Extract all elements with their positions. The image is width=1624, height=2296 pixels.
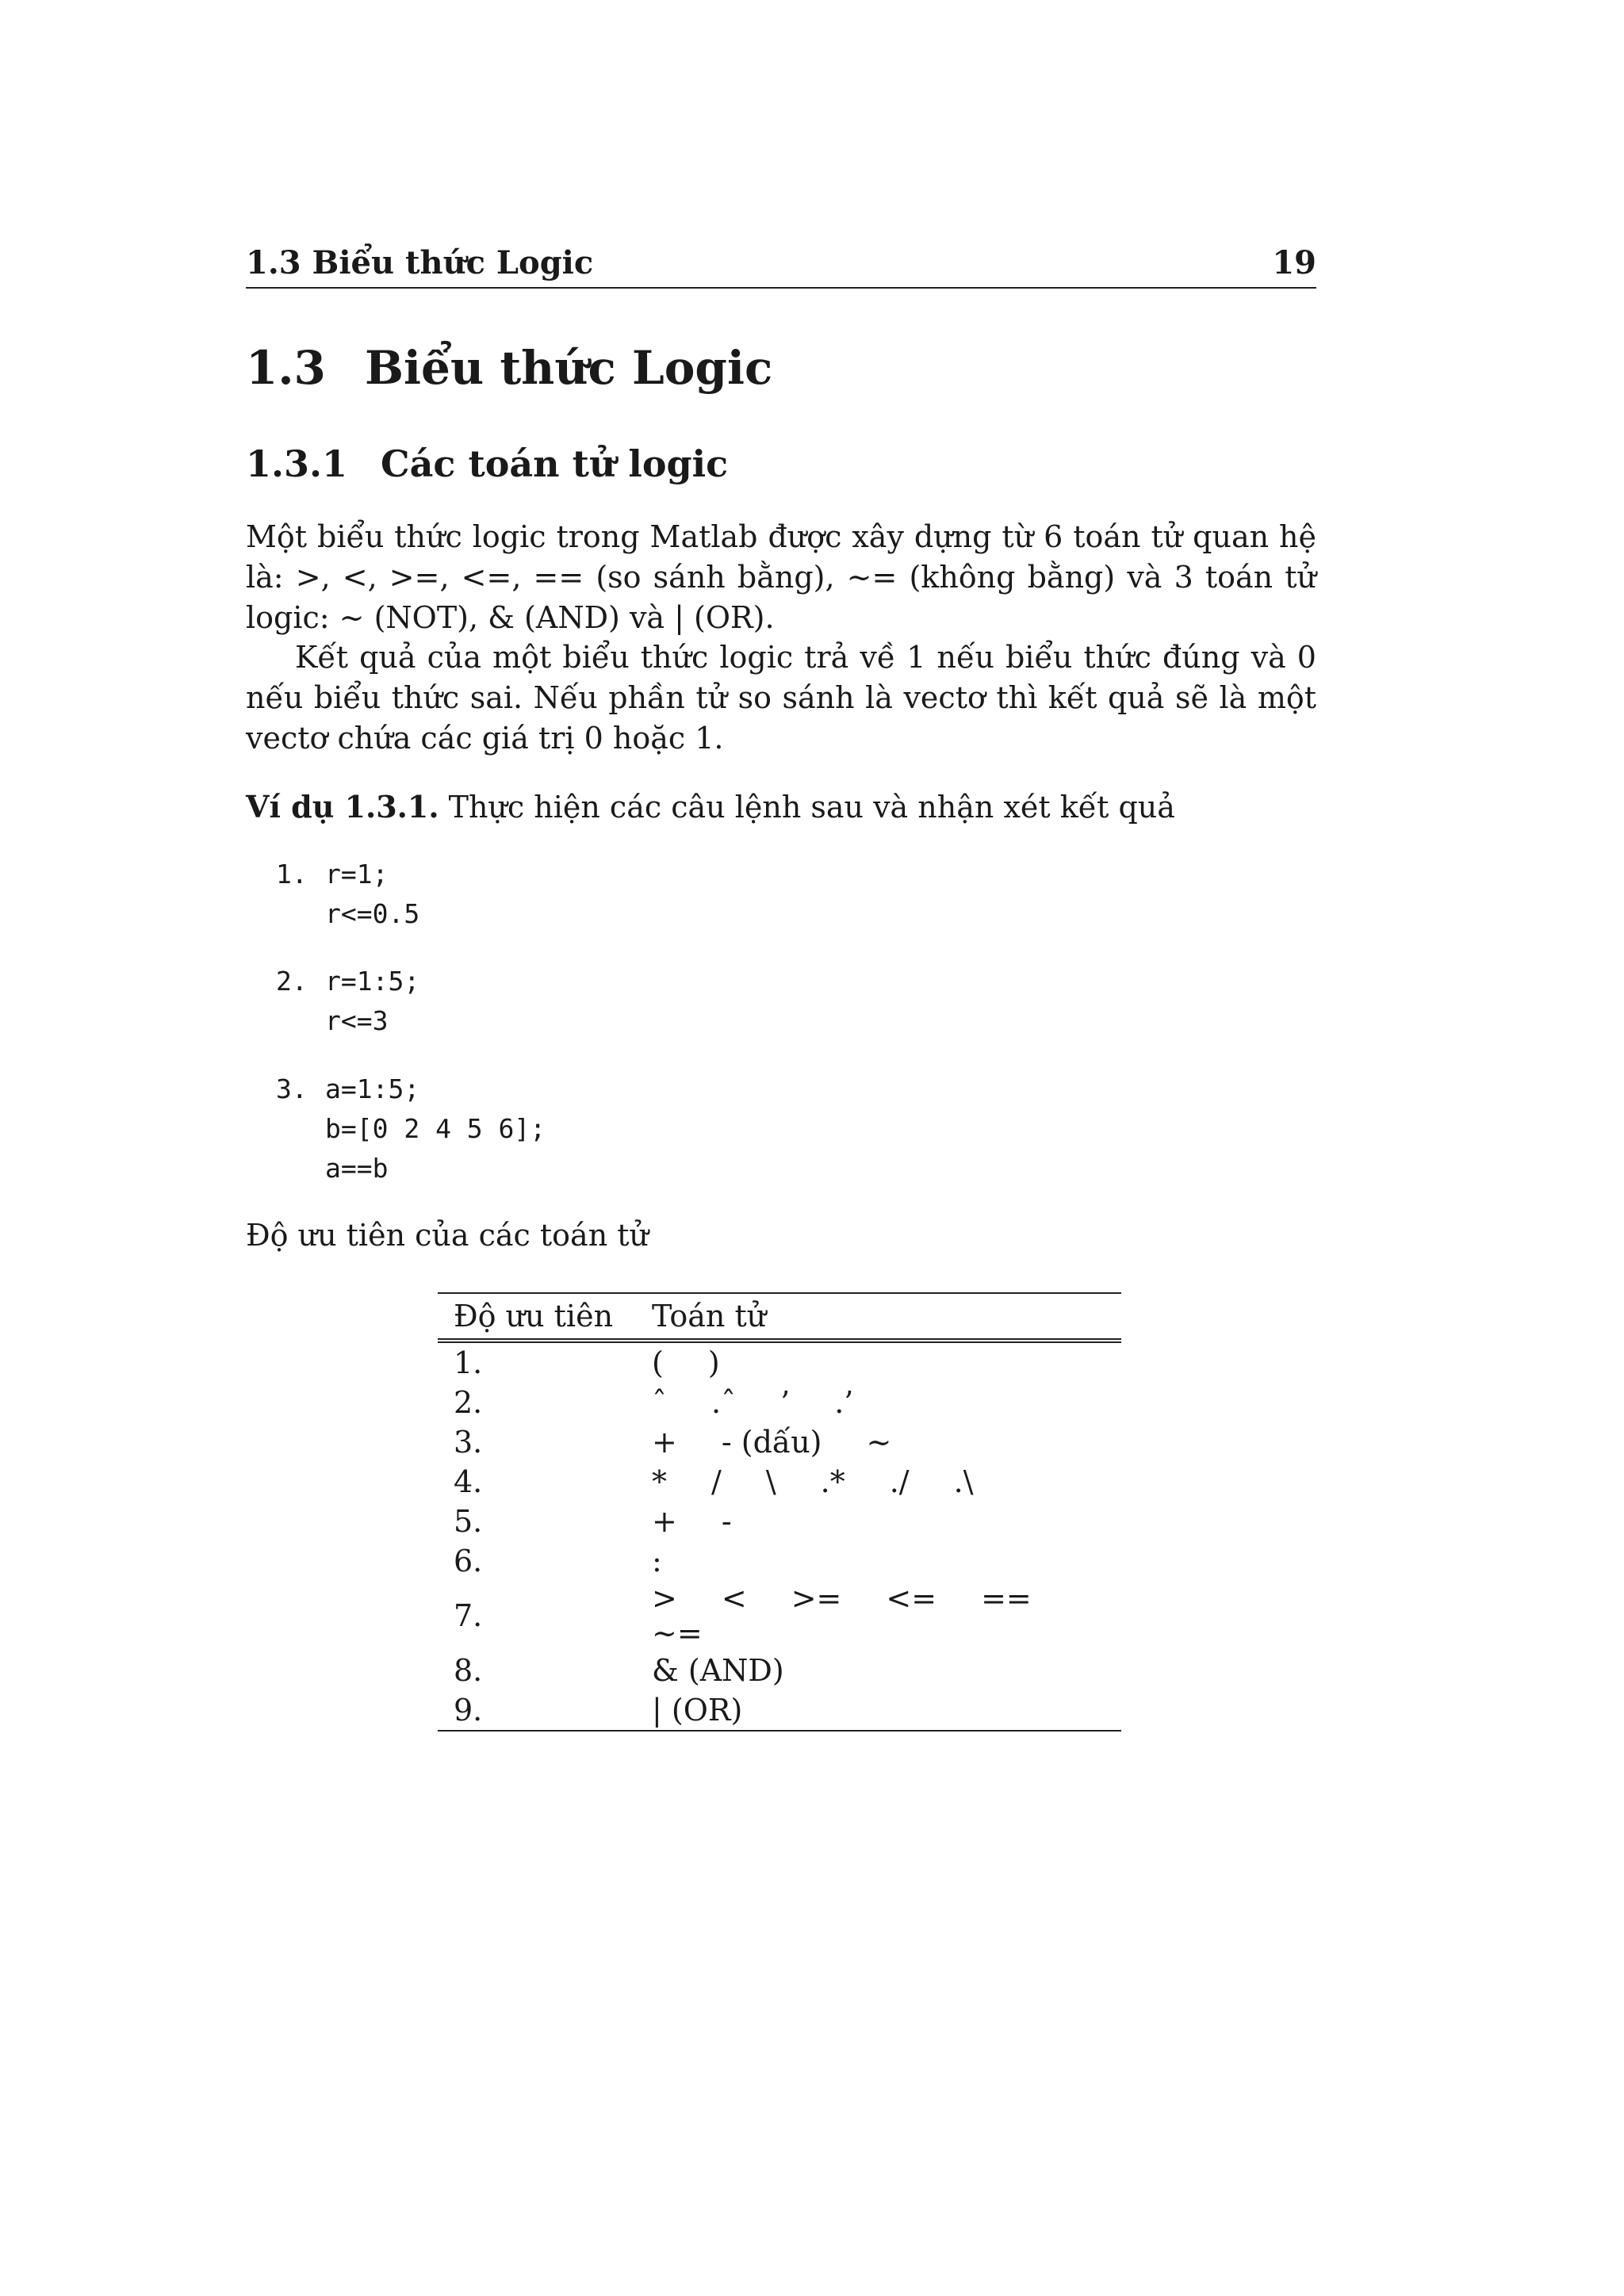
operators-cell	[636, 1690, 1121, 1731]
section-title: Biểu thức Logic	[365, 341, 773, 395]
example-label: Ví dụ 1.3.1.	[246, 789, 439, 825]
operator: +	[652, 1504, 677, 1539]
code-example-item	[276, 1070, 546, 1188]
example-statement	[246, 789, 1175, 825]
operator: ˆ	[652, 1385, 667, 1420]
priority-cell: 6.	[454, 1544, 483, 1578]
operator: (	[652, 1345, 664, 1380]
operators-cell	[636, 1541, 1121, 1581]
operator: ∼	[866, 1425, 892, 1460]
priority-cell: 8.	[454, 1653, 483, 1688]
item-number: 3.	[276, 1073, 308, 1104]
header-operator: Toán tử	[636, 1293, 1121, 1341]
operator: -	[721, 1504, 732, 1539]
running-head	[246, 238, 1316, 289]
operator: | (OR)	[652, 1693, 743, 1728]
operators-cell	[636, 1502, 1121, 1541]
table-row	[438, 1341, 1121, 1383]
item-number: 1.	[276, 859, 308, 890]
operator: & (AND)	[652, 1653, 784, 1688]
code-line: a==b	[325, 1153, 389, 1184]
priority-cell: 1.	[454, 1345, 483, 1380]
operator: ==	[981, 1581, 1032, 1616]
operators-cell	[636, 1581, 1121, 1651]
code-example-item	[276, 962, 419, 1041]
priority-cell: 4.	[454, 1464, 483, 1499]
table-row	[438, 1502, 1121, 1541]
operators-cell	[636, 1383, 1121, 1422]
operator: )	[707, 1345, 720, 1380]
operator: \	[765, 1464, 776, 1499]
table-row	[438, 1422, 1121, 1462]
operators-cell	[636, 1341, 1121, 1383]
operator: +	[652, 1425, 677, 1460]
section-heading	[246, 341, 772, 395]
example-text: Thực hiện các câu lệnh sau và nhận xét kết quả	[448, 790, 1175, 825]
operator: *	[652, 1464, 667, 1499]
priority-cell: 7.	[454, 1598, 483, 1633]
operator: ’	[780, 1385, 791, 1420]
table-caption: Độ ưu tiên của các toán tử	[246, 1218, 649, 1253]
priority-cell: 2.	[454, 1385, 483, 1420]
operator: .\	[953, 1464, 974, 1499]
operator: >	[652, 1581, 677, 1616]
code-example-item	[276, 855, 419, 934]
header-priority: Độ ưu tiên	[438, 1293, 636, 1341]
table-row	[438, 1581, 1121, 1651]
subsection-heading	[246, 442, 728, 485]
operator: ∼=	[652, 1616, 703, 1651]
table-row	[438, 1541, 1121, 1581]
operator: <=	[886, 1581, 937, 1616]
table-row	[438, 1651, 1121, 1690]
priority-cell: 5.	[454, 1504, 483, 1539]
subsection-number: 1.3.1	[246, 442, 348, 485]
paragraph-results: Kết quả của một biểu thức logic trả về 1 nếu biểu thức đúng và 0 nếu biểu thức sai. Nếu phần tử so sánh là vectơ thì kết quả sẽ là một vectơ chứa các giá trị 0 hoặc 1.	[246, 640, 1316, 756]
operator: ./	[889, 1464, 910, 1499]
operator: /	[711, 1464, 722, 1499]
operator: - (dấu)	[721, 1425, 822, 1460]
running-head-title: 1.3 Biểu thức Logic	[246, 244, 594, 281]
priority-cell: 9.	[438, 1690, 636, 1731]
code-line: r<=0.5	[325, 898, 420, 929]
operator: .’	[834, 1385, 854, 1420]
table-header-row	[438, 1293, 1121, 1341]
table-row	[438, 1383, 1121, 1422]
code-line: r=1;	[325, 859, 389, 890]
code-line: a=1:5;	[325, 1073, 420, 1104]
table-row	[438, 1690, 1121, 1731]
operator-precedence-table	[438, 1292, 1121, 1732]
operator: :	[652, 1544, 662, 1578]
item-number: 2.	[276, 966, 308, 997]
page-number: 19	[1272, 244, 1316, 281]
operator: .*	[820, 1464, 845, 1499]
section-number: 1.3	[246, 341, 326, 395]
code-line: b=[0 2 4 5 6];	[325, 1113, 546, 1144]
operators-cell	[636, 1462, 1121, 1502]
subsection-title: Các toán tử logic	[381, 442, 729, 485]
table-row	[438, 1462, 1121, 1502]
priority-cell: 3.	[454, 1425, 483, 1460]
code-line: r=1:5;	[325, 966, 420, 997]
operators-cell	[636, 1651, 1121, 1690]
operator: <	[721, 1581, 747, 1616]
operators-cell	[636, 1422, 1121, 1462]
code-line: r<=3	[325, 1005, 389, 1036]
operator: >=	[791, 1581, 842, 1616]
paragraph-operators: Một biểu thức logic trong Matlab được xây dựng từ 6 toán tử quan hệ là: >, <, >=, <=, == (so sánh bằng), ∼= (không bằng) và 3 toán tử logic: ∼ (NOT), & (AND) và | (OR).	[246, 519, 1316, 635]
operator: .ˆ	[711, 1385, 737, 1420]
